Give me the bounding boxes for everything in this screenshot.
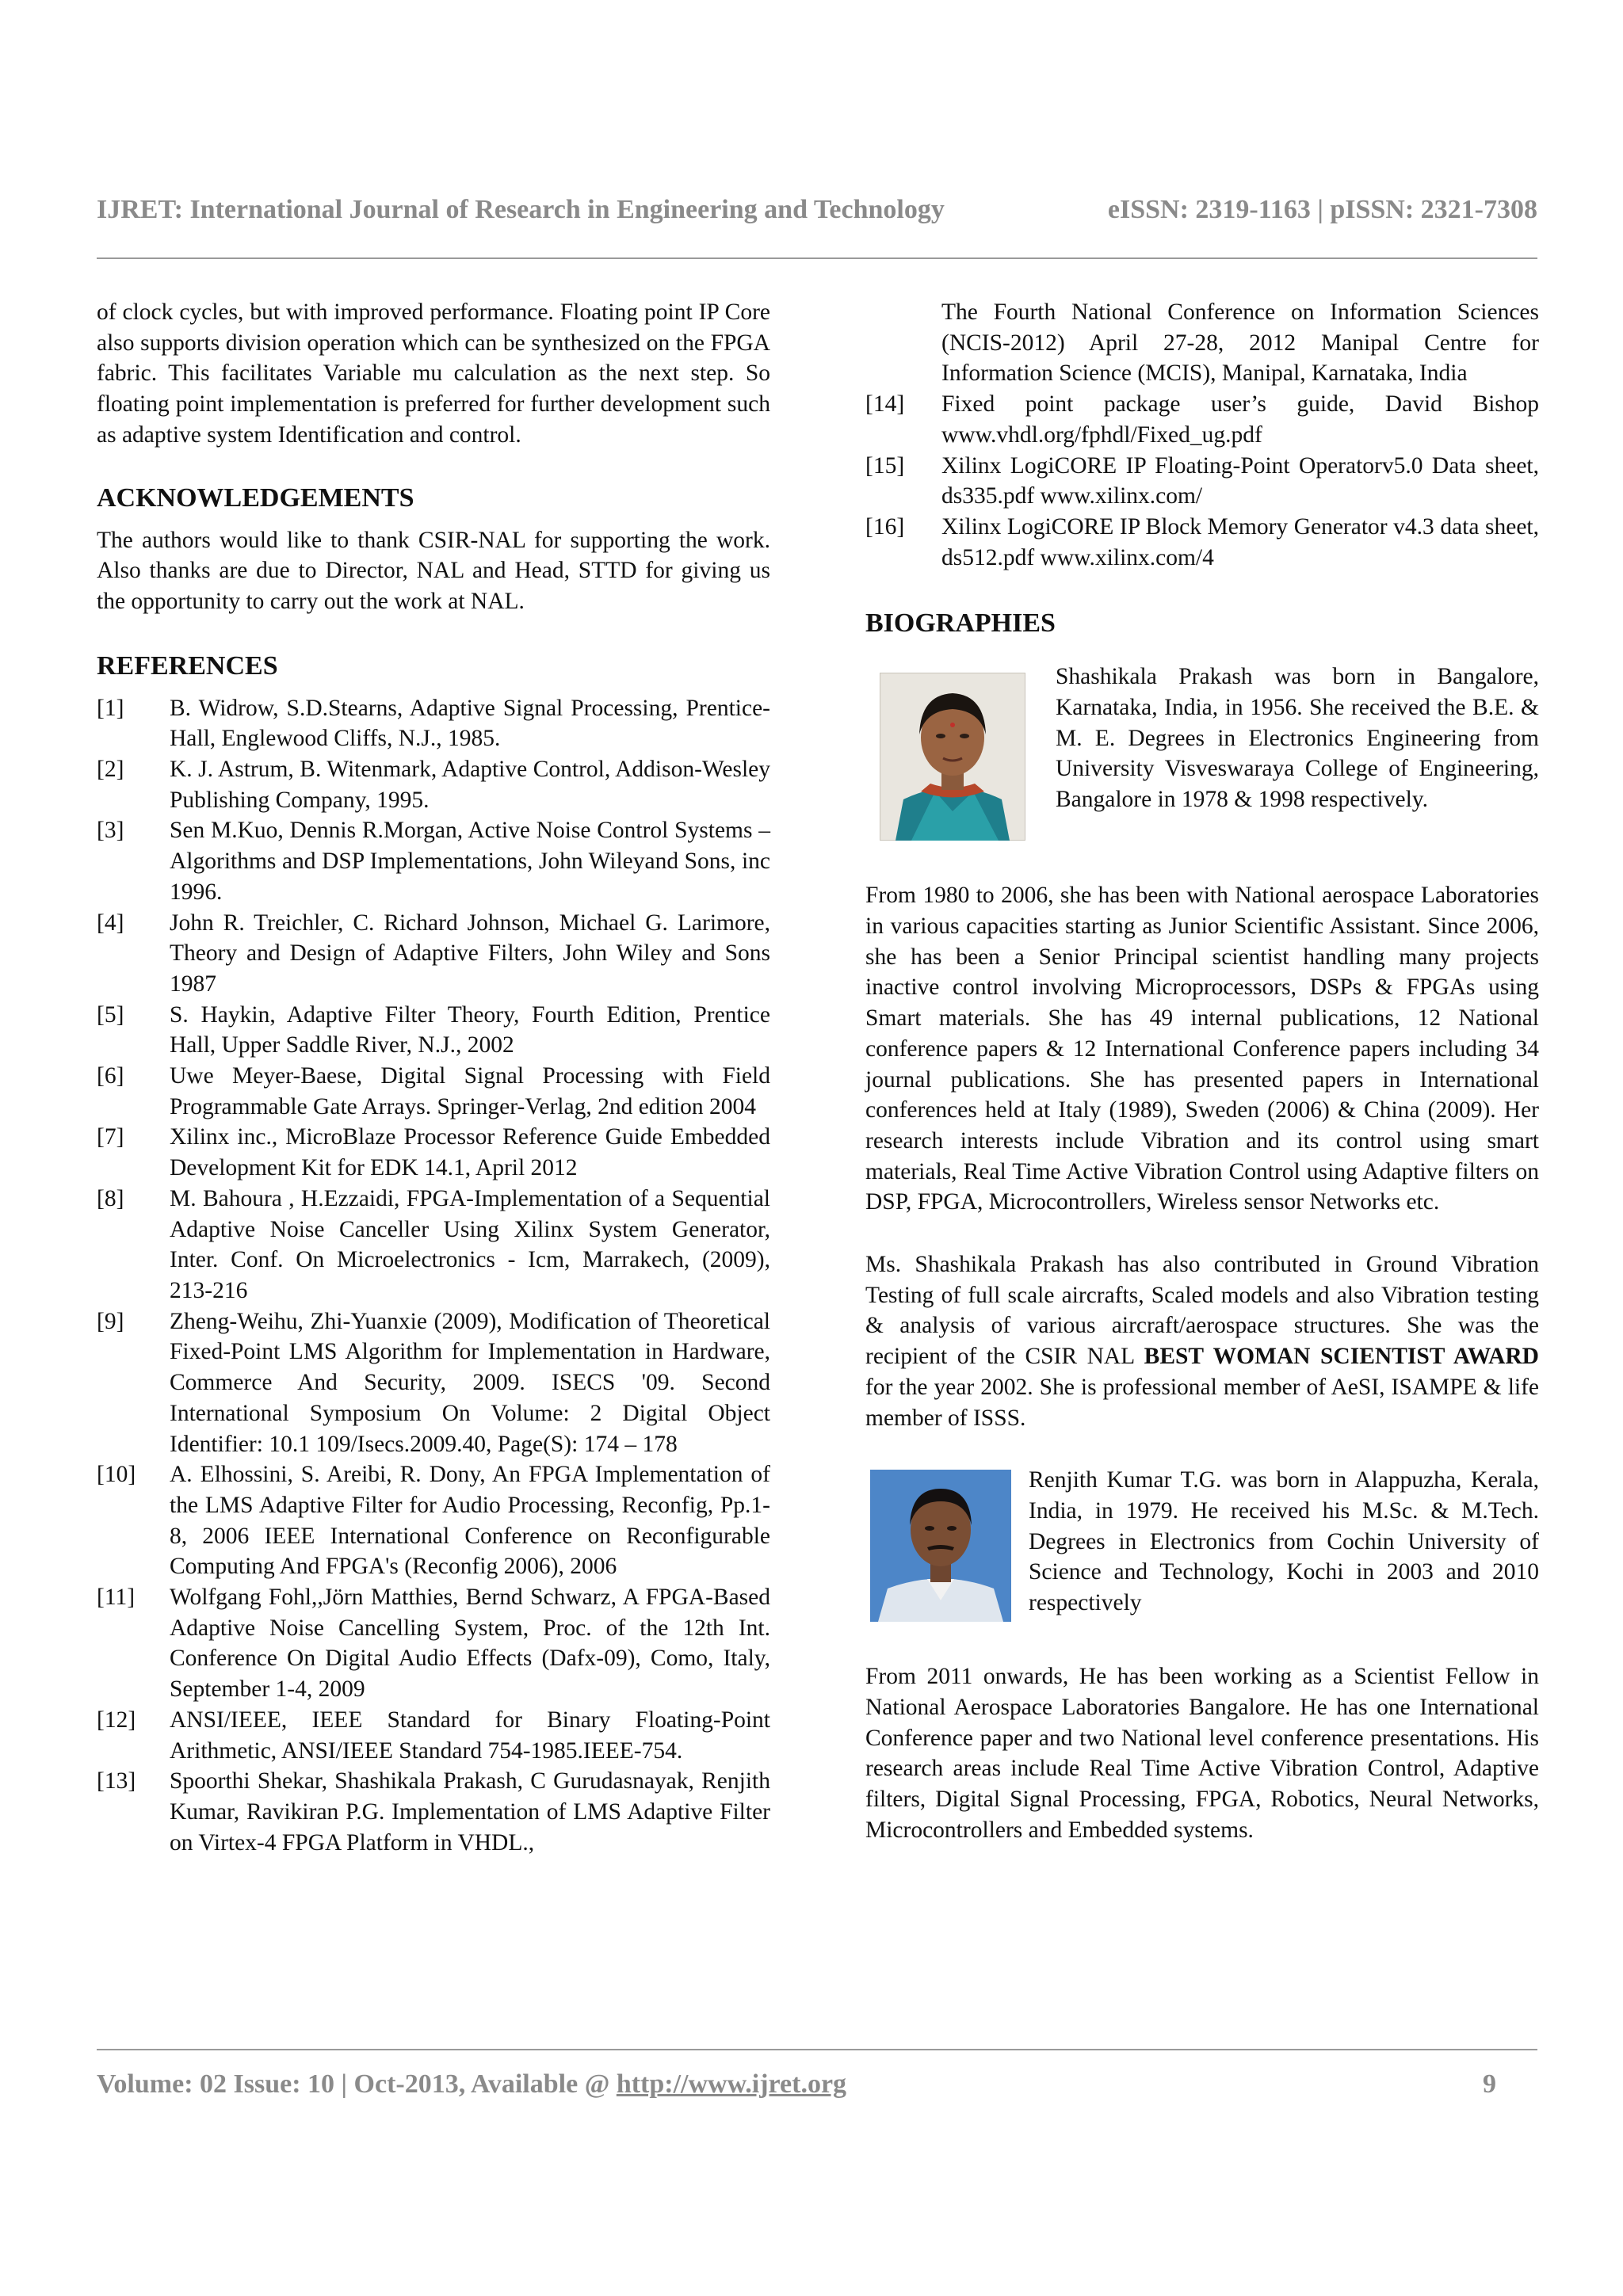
reference-text: Zheng-Weihu, Zhi-Yuanxie (2009), Modification of Theoretical Fixed-Point LMS Algorithm for Implementation in Hardware, Commerce And Security, 2009. ISECS '09. Second International Symposium On Volume: 2 Digital Object Identifier: 10.1 109/Isecs.2009.40, Page(S): 174 – 178: [170, 1308, 770, 1457]
reference-number: [15]: [865, 452, 905, 479]
reference-number: [5]: [97, 1001, 124, 1028]
footer-volume: [97, 2069, 846, 2100]
reference-item: [97, 1582, 770, 1705]
biography-intro-renjith: Renjith Kumar T.G. was born in Alappuzha, Kerala, India, in 1979. He received his M.Sc. & M.Tech. Degrees in Electronics from Cochin University of Science and Technology, Kochi in 2003 and 2010 respectively: [1029, 1467, 1539, 1616]
reference-number: [7]: [97, 1124, 124, 1150]
intro-paragraph: of clock cycles, but with improved performance. Floating point IP Core also supports division operation which can be synthesized on the FPGA fabric. This facilitates Variable mu calculation as the next step. So floating point implementation is preferred for further development such as adaptive system Identification and control.: [97, 299, 770, 448]
left-column: [97, 297, 770, 1858]
reference-text: Sen M.Kuo, Dennis R.Morgan, Active Noise Control Systems – Algorithms and DSP Implementations, John Wileyand Sons, inc 1996.: [170, 818, 770, 905]
award-name: BEST WOMAN SCIENTIST AWARD: [1144, 1344, 1539, 1370]
acknowledgements-heading: ACKNOWLEDGEMENTS: [97, 482, 414, 513]
reference-item: [97, 1061, 770, 1122]
reference-number: [13]: [97, 1768, 136, 1794]
right-column: [865, 297, 1539, 1846]
reference-continuation: The Fourth National Conference on Information Sciences (NCIS-2012) April 27-28, 2012 Manipal Centre for Information Science (MCIS), Manipal, Karnataka, India: [941, 299, 1539, 387]
references-heading: REFERENCES: [97, 650, 278, 681]
reference-number: [9]: [97, 1308, 124, 1334]
reference-item: [97, 815, 770, 907]
reference-text: Xilinx LogiCORE IP Block Memory Generator v4.3 data sheet, ds512.pdf www.xilinx.com/4: [941, 513, 1539, 570]
reference-text: Xilinx LogiCORE IP Floating-Point Operatorv5.0 Data sheet, ds335.pdf www.xilinx.com/: [941, 452, 1539, 509]
reference-text: Wolfgang Fohl,,Jörn Matthies, Bernd Schwarz, A FPGA-Based Adaptive Noise Cancelling System, Proc. of the 12th Int. Conference On Digital Audio Effects (Dafx-09), Como, Italy, September 1-4, 2009: [170, 1585, 770, 1703]
reference-number: [12]: [97, 1707, 136, 1733]
journal-issn: eISSN: 2319-1163 | pISSN: 2321-7308: [1107, 195, 1537, 224]
reference-item: [97, 908, 770, 1000]
reference-item: [97, 693, 770, 754]
reference-list-continued: [865, 389, 1539, 573]
reference-text: Uwe Meyer-Baese, Digital Signal Processing with Field Programmable Gate Arrays. Springer-Verlag, 2nd edition 2004: [170, 1063, 770, 1119]
reference-item: [865, 512, 1539, 573]
reference-text: A. Elhossini, S. Areibi, R. Dony, An FPGA Implementation of the LMS Adaptive Filter for Audio Processing, Reconfig, Pp.1-8, 2006 IEEE International Conference on Reconfigurable Computing And FPGA's (Reconfig 2006), 2006: [170, 1462, 770, 1580]
reference-item: [97, 1122, 770, 1183]
biography-career-renjith: From 2011 onwards, He has been working as a Scientist Fellow in National Aerospace Laboratories Bangalore. He has one International Conference paper and two National level conference presentations. His research areas include Real Time Active Vibration Control, Adaptive filters, Digital Signal Processing, FPGA, Robotics, Neural Networks, Microcontrollers and Embedded systems.: [865, 1664, 1539, 1843]
awards-text-start: Ms. Shashikala Prakash has also contributed in Ground Vibration Testing of full scale aircrafts, Scaled models and also Vibration testing & analysis of various aircraft/aerospace structures. She was the recipient of the CSIR NAL: [865, 1252, 1539, 1370]
reference-text: Spoorthi Shekar, Shashikala Prakash, C Gurudasnayak, Renjith Kumar, Ravikiran P.G. Implementation of LMS Adaptive Filter on Virtex-4 FPGA Platform in VHDL.,: [170, 1768, 770, 1855]
biography-renjith: [865, 1465, 1539, 1630]
reference-number: [10]: [97, 1462, 136, 1488]
reference-number: [2]: [97, 757, 124, 783]
footer-volume-text: Volume: 02 Issue: 10 | Oct-2013, Available @: [97, 2069, 610, 2099]
biography-shashikala: [865, 662, 1539, 849]
reference-number: [11]: [97, 1585, 136, 1611]
reference-number: [3]: [97, 818, 124, 844]
awards-text-end: for the year 2002. She is professional member of AeSI, ISAMPE & life member of ISSS.: [865, 1374, 1539, 1431]
journal-name: IJRET: International Journal of Research in Engineering and Technology: [97, 195, 945, 224]
reference-item: [97, 1184, 770, 1306]
reference-number: [1]: [97, 695, 124, 721]
biography-awards-shashikala: [865, 1249, 1539, 1433]
reference-text: K. J. Astrum, B. Witenmark, Adaptive Control, Addison-Wesley Publishing Company, 1995.: [170, 757, 770, 813]
reference-text: B. Widrow, S.D.Stearns, Adaptive Signal Processing, Prentice-Hall, Englewood Cliffs, N.J., 1985.: [170, 695, 770, 752]
biography-career-shashikala: From 1980 to 2006, she has been with National aerospace Laboratories in various capacities starting as Junior Scientific Assistant. Since 2006, she has been a Senior Principal scientist handling many projects inactive control involving Microprocessors, DSPs & FPGAs using Smart materials. She has 49 internal publications, 12 National conference papers & 12 International Conference papers including 34 journal publications. She has presented papers in International conferences held at Italy (1989), Sweden (2006) & China (2009). Her research interests include Vibration and its control using smart materials, Real Time Active Vibration Control using Adaptive filters on DSP, FPGA, Microcontrollers, Wireless sensor Networks etc.: [865, 883, 1539, 1215]
reference-text: M. Bahoura , H.Ezzaidi, FPGA-Implementation of a Sequential Adaptive Noise Canceller Using Xilinx System Generator, Inter. Conf. On Microelectronics - Icm, Marrakech, (2009), 213-216: [170, 1185, 770, 1303]
reference-text: Xilinx inc., MicroBlaze Processor Reference Guide Embedded Development Kit for EDK 14.1, April 2012: [170, 1124, 770, 1181]
reference-item: [97, 1705, 770, 1766]
reference-item: [865, 451, 1539, 512]
reference-text: John R. Treichler, C. Richard Johnson, Michael G. Larimore, Theory and Design of Adaptive Filters, John Wiley and Sons 1987: [170, 910, 770, 997]
reference-item: [97, 754, 770, 815]
reference-number: [16]: [865, 513, 905, 540]
reference-text: Fixed point package user’s guide, David Bishop www.vhdl.org/fphdl/Fixed_ug.pdf: [941, 391, 1539, 448]
reference-number: [8]: [97, 1185, 124, 1211]
author-photo-shashikala: [880, 673, 1025, 841]
biography-intro-shashikala: Shashikala Prakash was born in Bangalore, Karnataka, India, in 1956. She received the B.E. & M. E. Degrees in Electronics Engineering from University Visveswaraya College of Engineering, Bangalore in 1978 & 1998 respectively.: [1056, 664, 1539, 813]
reference-item: [97, 1766, 770, 1858]
reference-item: [97, 1306, 770, 1460]
reference-number: [4]: [97, 910, 124, 936]
reference-item: [865, 389, 1539, 450]
author-photo-renjith: [870, 1470, 1011, 1622]
header-rule: [97, 257, 1537, 259]
biographies-heading: BIOGRAPHIES: [865, 608, 1056, 639]
reference-number: [14]: [865, 391, 905, 418]
reference-text: ANSI/IEEE, IEEE Standard for Binary Floating-Point Arithmetic, ANSI/IEEE Standard 754-1985.IEEE-754.: [170, 1707, 770, 1764]
footer-rule: [97, 2049, 1537, 2050]
reference-item: [97, 1000, 770, 1061]
reference-text: S. Haykin, Adaptive Filter Theory, Fourth Edition, Prentice Hall, Upper Saddle River, N.J., 2002: [170, 1001, 770, 1058]
reference-number: [6]: [97, 1063, 124, 1089]
journal-url-link[interactable]: http://www.ijret.org: [616, 2069, 847, 2099]
reference-item: [97, 1459, 770, 1582]
acknowledgements-text: The authors would like to thank CSIR-NAL for supporting the work. Also thanks are due to Director, NAL and Head, STTD for giving us the opportunity to carry out the work at NAL.: [97, 527, 770, 614]
page-number: 9: [1483, 2069, 1496, 2099]
reference-list: [97, 693, 770, 1859]
